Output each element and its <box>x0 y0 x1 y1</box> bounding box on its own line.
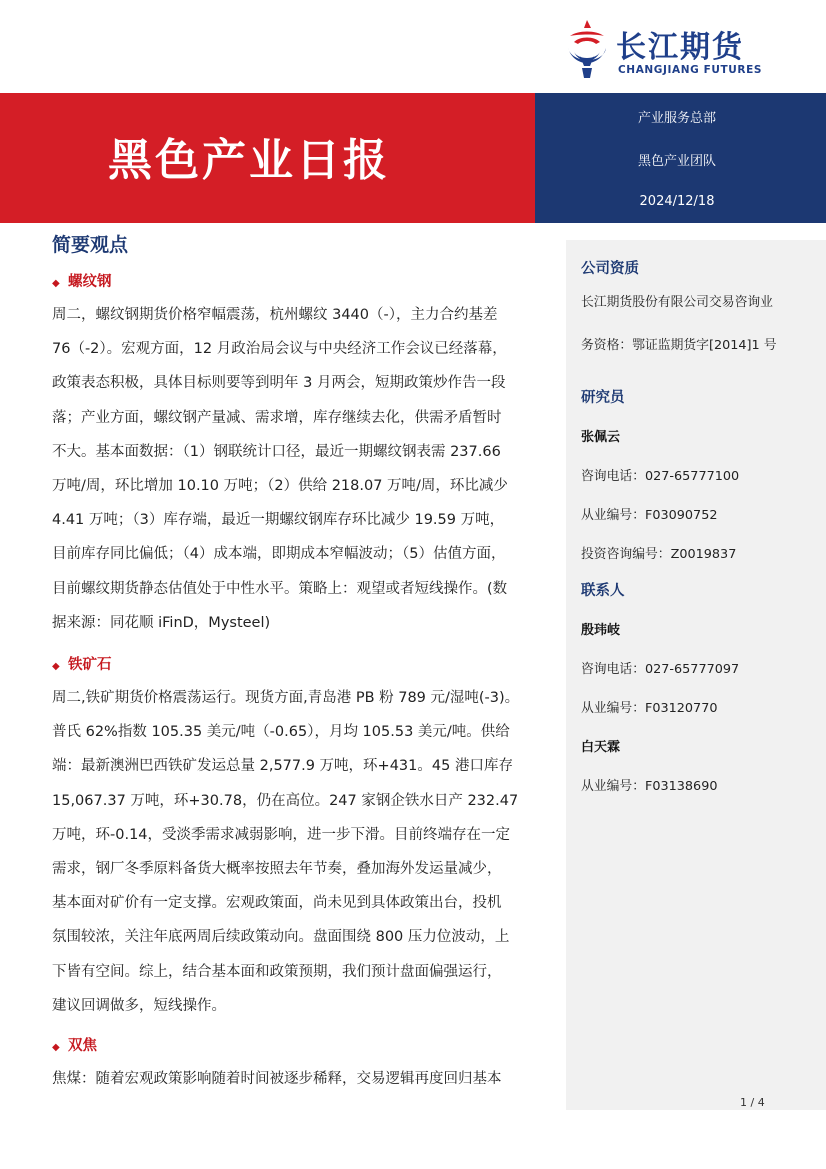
text-line: 焦煤：随着宏观政策影响随着时间被逐步稀释，交易逻辑再度回归基本 <box>52 1071 502 1087</box>
team: 黑色产业团队 <box>637 154 716 169</box>
text-line: 普氏 62%指数 105.35 美元/吨（-0.65），月均 105.53 美元/吨。供给 <box>52 724 510 741</box>
rebar-paragraph <box>52 298 530 640</box>
text-line: 目前库存同比偏低；（4）成本端，即期成本窄幅波动；（5）估值方面， <box>52 546 506 563</box>
text-line: 端：最新澳洲巴西铁矿发运总量 2,577.9 万吨，环+431。45 港口库存 <box>52 758 513 775</box>
text-line: 周二，螺纹钢期货价格窄幅震荡，杭州螺纹 3440（-），主力合约基差 <box>52 307 498 323</box>
researcher-phone: 咨询电话：027-65777100 <box>581 469 740 484</box>
researcher-name: 张佩云 <box>581 430 621 445</box>
text-line: 政策表态积极，具体目标则要等到明年 3 月两会，短期政策炒作告一段 <box>52 375 506 392</box>
page-number: 1 / 4 <box>740 1096 765 1109</box>
report-date: 2024/12/18 <box>639 194 715 209</box>
license: 务资格：鄂证监期货字[2014]1 号 <box>581 338 777 353</box>
company-title: 公司资质 <box>581 261 639 277</box>
diamond-icon: ◆ <box>52 661 60 672</box>
summary-title: 简要观点 <box>52 234 129 256</box>
text-line: 不大。基本面数据：（1）钢联统计口径，最近一期螺纹钢表需 237.66 <box>52 443 501 460</box>
section-heading-coke: ◆ 双焦 <box>52 1038 97 1054</box>
department: 产业服务总部 <box>637 111 716 126</box>
coke-paragraph <box>52 1062 530 1096</box>
diamond-icon: ◆ <box>52 278 60 289</box>
contact1-id: 从业编号：F03120770 <box>581 701 718 716</box>
company-line: 长江期货股份有限公司交易咨询业 <box>581 295 773 310</box>
logo-emblem-icon <box>560 18 614 80</box>
iron-ore-paragraph <box>52 681 530 1023</box>
text-line: 周二,铁矿期货价格震荡运行。现货方面,青岛港 PB 粉 789 元/湿吨(-3)。 <box>52 690 520 706</box>
contact2-id: 从业编号：F03138690 <box>581 779 718 794</box>
contact1-phone: 咨询电话：027-65777097 <box>581 662 740 677</box>
company-logo <box>560 18 800 82</box>
text-line: 4.41 万吨；（3）库存端，最近一期螺纹钢库存环比减少 19.59 万吨， <box>52 512 505 529</box>
text-line: 76（-2）。宏观方面，12 月政治局会议与中央经济工作会议已经落幕， <box>52 341 507 358</box>
text-line: 目前螺纹期货静态估值处于中性水平。策略上：观望或者短线操作。(数 <box>52 580 508 597</box>
text-line: 15,067.37 万吨，环+30.78，仍在高位。247 家钢企铁水日产 232.47 <box>52 792 519 809</box>
section-heading-rebar: ◆ 螺纹钢 <box>52 274 112 290</box>
contact-title: 联系人 <box>581 583 625 599</box>
text-line: 需求，钢厂冬季原料备货大概率按照去年节奏，叠加海外发运量减少， <box>52 861 502 878</box>
text-line: 万吨，环-0.14，受淡季需求减弱影响，进一步下滑。目前终端存在一定 <box>52 826 511 843</box>
researcher-id: 从业编号：F03090752 <box>581 508 718 523</box>
section-heading-iron-ore: ◆ 铁矿石 <box>52 657 112 673</box>
text-line: 氛围较浓，关注年底两周后续政策动向。盘面围绕 800 压力位波动，上 <box>52 929 510 946</box>
text-line: 据来源：同花顺 iFinD，Mysteel) <box>52 614 271 631</box>
researcher-title: 研究员 <box>581 390 625 406</box>
text-line: 基本面对矿价有一定支撑。宏观政策面，尚未见到具体政策出台，投机 <box>52 895 502 912</box>
text-line: 建议回调做多，短线操作。 <box>52 997 226 1014</box>
diamond-icon: ◆ <box>52 1042 60 1053</box>
researcher-invest-id: 投资咨询编号：Z0019837 <box>581 547 737 562</box>
text-line: 落；产业方面，螺纹钢产量减、需求增，库存继续去化，供需矛盾暂时 <box>52 409 502 426</box>
text-line: 下皆有空间。综上，结合基本面和政策预期，我们预计盘面偏强运行， <box>52 963 502 980</box>
contact2-name: 白天霖 <box>581 740 621 755</box>
logo-english: CHANGJIANG FUTURES <box>618 64 763 76</box>
logo-name: 长江期货 <box>616 30 744 65</box>
text-line: 万吨/周，环比增加 10.10 万吨；（2）供给 218.07 万吨/周，环比减少 <box>52 478 508 495</box>
contact1-name: 殷玮岐 <box>581 623 621 638</box>
report-title: 黑色产业日报 <box>108 135 390 186</box>
